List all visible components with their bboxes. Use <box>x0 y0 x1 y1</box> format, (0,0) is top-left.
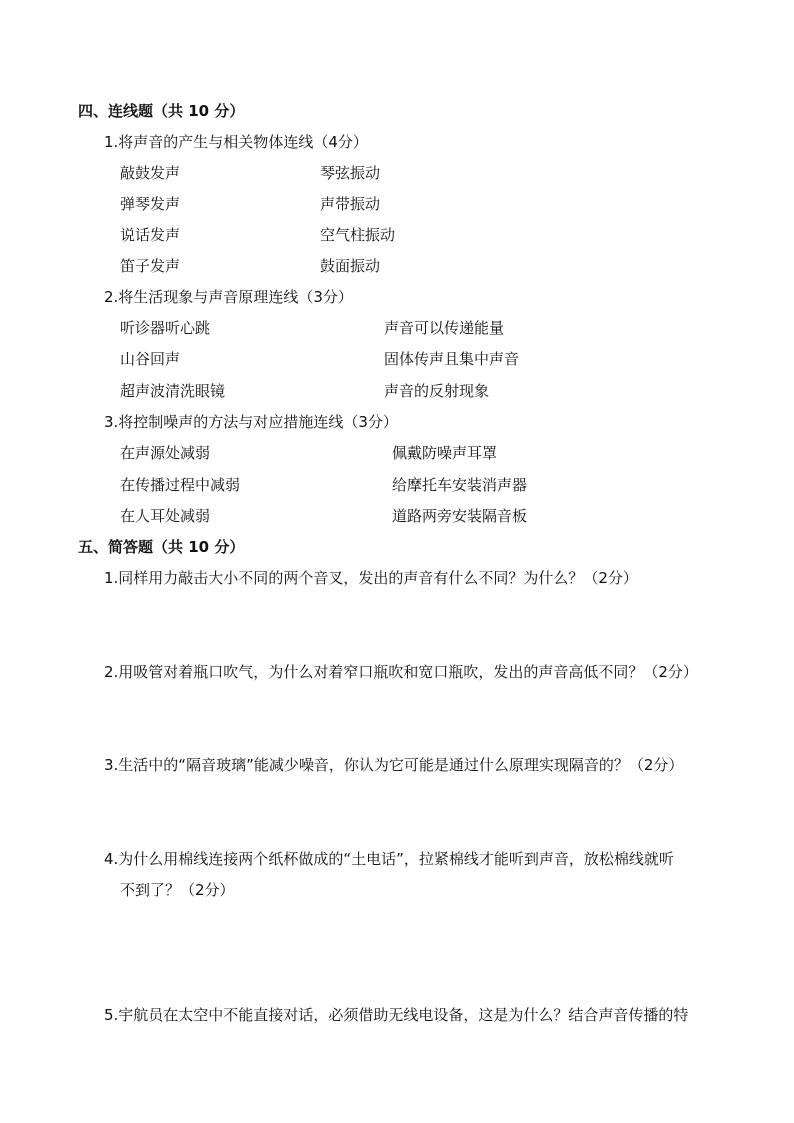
q4-3-right-item: 道路两旁安装隔音板 <box>392 507 528 525</box>
q4-1-left-item: 笛子发声 <box>120 257 181 275</box>
short-answer-question: 1.同样用力敲击大小不同的两个音叉，发出的声音有什么不同？为什么？（2分） <box>104 569 638 587</box>
short-answer-question: 2.用吸管对着瓶口吹气，为什么对着窄口瓶吹和宽口瓶吹，发出的声音高低不同？（2分） <box>104 663 698 681</box>
short-answer-question: 3.生活中的“隔音玻璃”能减少噪音，你认为它可能是通过什么原理实现隔音的？（2分） <box>104 756 684 774</box>
question-4-3-prompt: 3.将控制噪声的方法与对应措施连线（3分） <box>104 413 398 431</box>
question-4-2-prompt: 2.将生活现象与声音原理连线（3分） <box>104 288 353 306</box>
short-answer-question-continuation: 不到了？（2分） <box>120 881 235 899</box>
q4-2-right-item: 声音可以传递能量 <box>384 319 505 337</box>
q4-2-right-item: 固体传声且集中声音 <box>384 350 520 368</box>
section-5-title: 五、简答题（共 10 分） <box>78 538 245 556</box>
q4-2-left-item: 超声波清洗眼镜 <box>120 382 226 400</box>
q4-3-right-item: 给摩托车安装消声器 <box>392 476 528 494</box>
short-answer-question: 4.为什么用棉线连接两个纸杯做成的“土电话”，拉紧棉线才能听到声音，放松棉线就听 <box>104 850 674 868</box>
q4-1-right-item: 空气柱振动 <box>320 226 396 244</box>
q4-1-left-item: 敲鼓发声 <box>120 164 181 182</box>
q4-2-right-item: 声音的反射现象 <box>384 382 490 400</box>
q4-3-left-item: 在传播过程中减弱 <box>120 476 241 494</box>
question-4-1-prompt: 1.将声音的产生与相关物体连线（4分） <box>104 133 368 151</box>
q4-1-left-item: 说话发声 <box>120 226 181 244</box>
section-4-title: 四、连线题（共 10 分） <box>78 102 245 120</box>
q4-1-left-item: 弹琴发声 <box>120 195 181 213</box>
q4-3-left-item: 在声源处减弱 <box>120 444 211 462</box>
short-answer-question: 5.宇航员在太空中不能直接对话，必须借助无线电设备，这是为什么？结合声音传播的特 <box>104 1006 689 1024</box>
q4-1-right-item: 鼓面振动 <box>320 257 381 275</box>
q4-3-right-item: 佩戴防噪声耳罩 <box>392 444 498 462</box>
q4-1-right-item: 声带振动 <box>320 195 381 213</box>
q4-1-right-item: 琴弦振动 <box>320 164 381 182</box>
q4-2-left-item: 山谷回声 <box>120 350 181 368</box>
q4-3-left-item: 在人耳处减弱 <box>120 507 211 525</box>
q4-2-left-item: 听诊器听心跳 <box>120 319 211 337</box>
